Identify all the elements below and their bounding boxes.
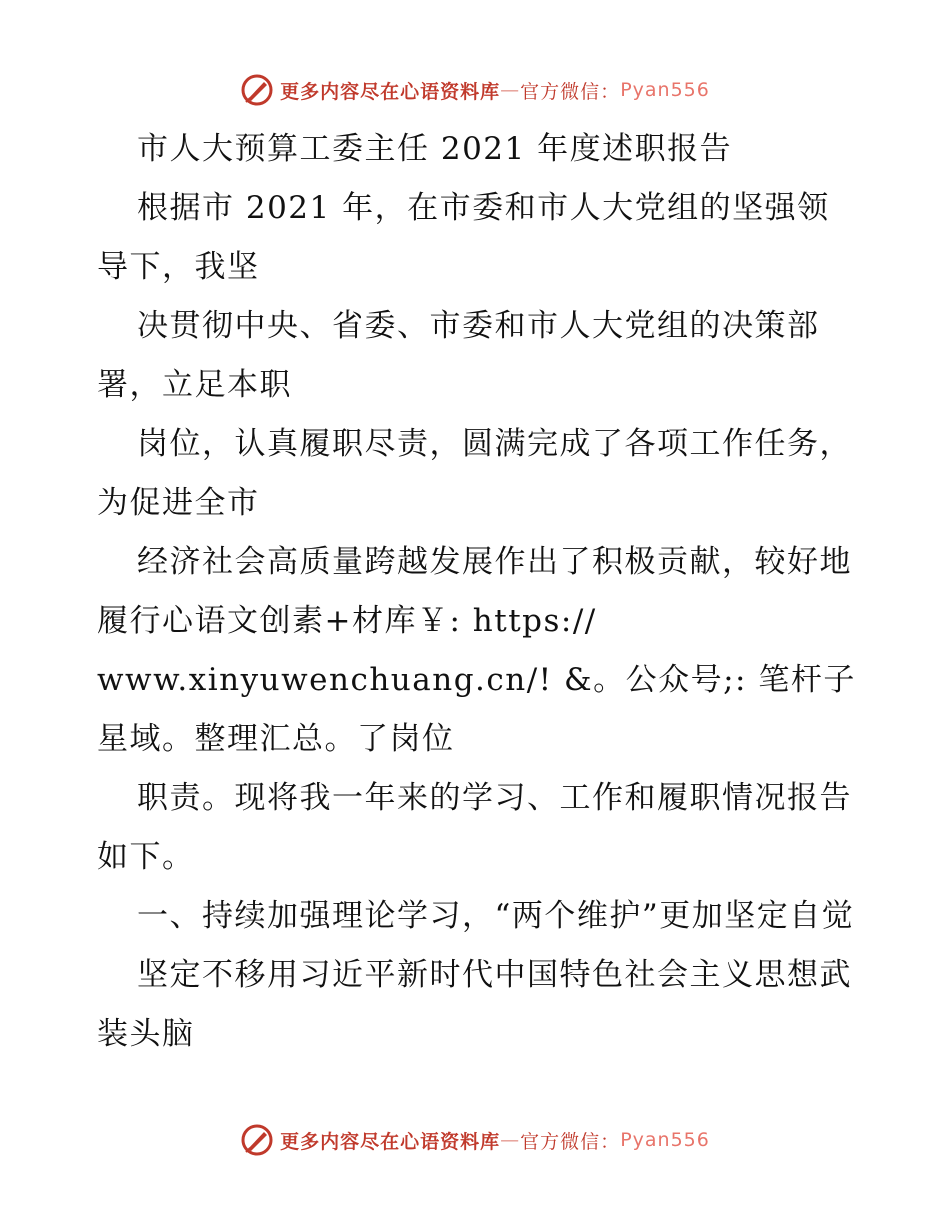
header-banner: [0, 73, 950, 107]
banner-dash: —: [500, 1129, 521, 1151]
doc-paragraph: 坚定不移用习近平新时代中国特色社会主义思想武装头脑: [97, 957, 852, 1052]
banner-wechat-label: 官方微信：: [520, 80, 621, 103]
banner-text: 更多内容尽在心语资料库: [280, 80, 501, 103]
quill-circle-logo-icon: [240, 73, 274, 107]
doc-section-heading: 一、持续加强理论学习，“两个维护”更加坚定自觉: [137, 898, 855, 934]
banner-dash: —: [500, 79, 521, 101]
doc-paragraph: www.xinyuwenchuang.cn/! &。公众号;: 笔杆子星域。整理汇总。了岗位: [97, 662, 856, 757]
doc-paragraph: 职责。现将我一年来的学习、工作和履职情况报告如下。: [97, 780, 852, 875]
doc-paragraph: 岗位，认真履职尽责，圆满完成了各项工作任务，为促进全市: [97, 426, 852, 521]
doc-paragraph: 经济社会高质量跨越发展作出了积极贡献，较好地履行心语文创素+材库￥: https://: [97, 544, 852, 639]
banner-wechat-id: Pyan556: [620, 1129, 710, 1151]
doc-paragraph: 根据市 2021 年，在市委和市人大党组的坚强领导下，我坚: [97, 190, 830, 285]
quill-circle-logo-icon: [240, 1123, 274, 1157]
doc-title: 市人大预算工委主任 2021 年度述职报告: [137, 131, 733, 167]
document-body: [97, 120, 857, 1064]
footer-banner: [0, 1123, 950, 1157]
banner-wechat-id: Pyan556: [620, 79, 710, 101]
doc-paragraph: 决贯彻中央、省委、市委和市人大党组的决策部署，立足本职: [97, 308, 820, 403]
banner-text: 更多内容尽在心语资料库: [280, 1130, 501, 1153]
banner-wechat-label: 官方微信：: [520, 1130, 621, 1153]
